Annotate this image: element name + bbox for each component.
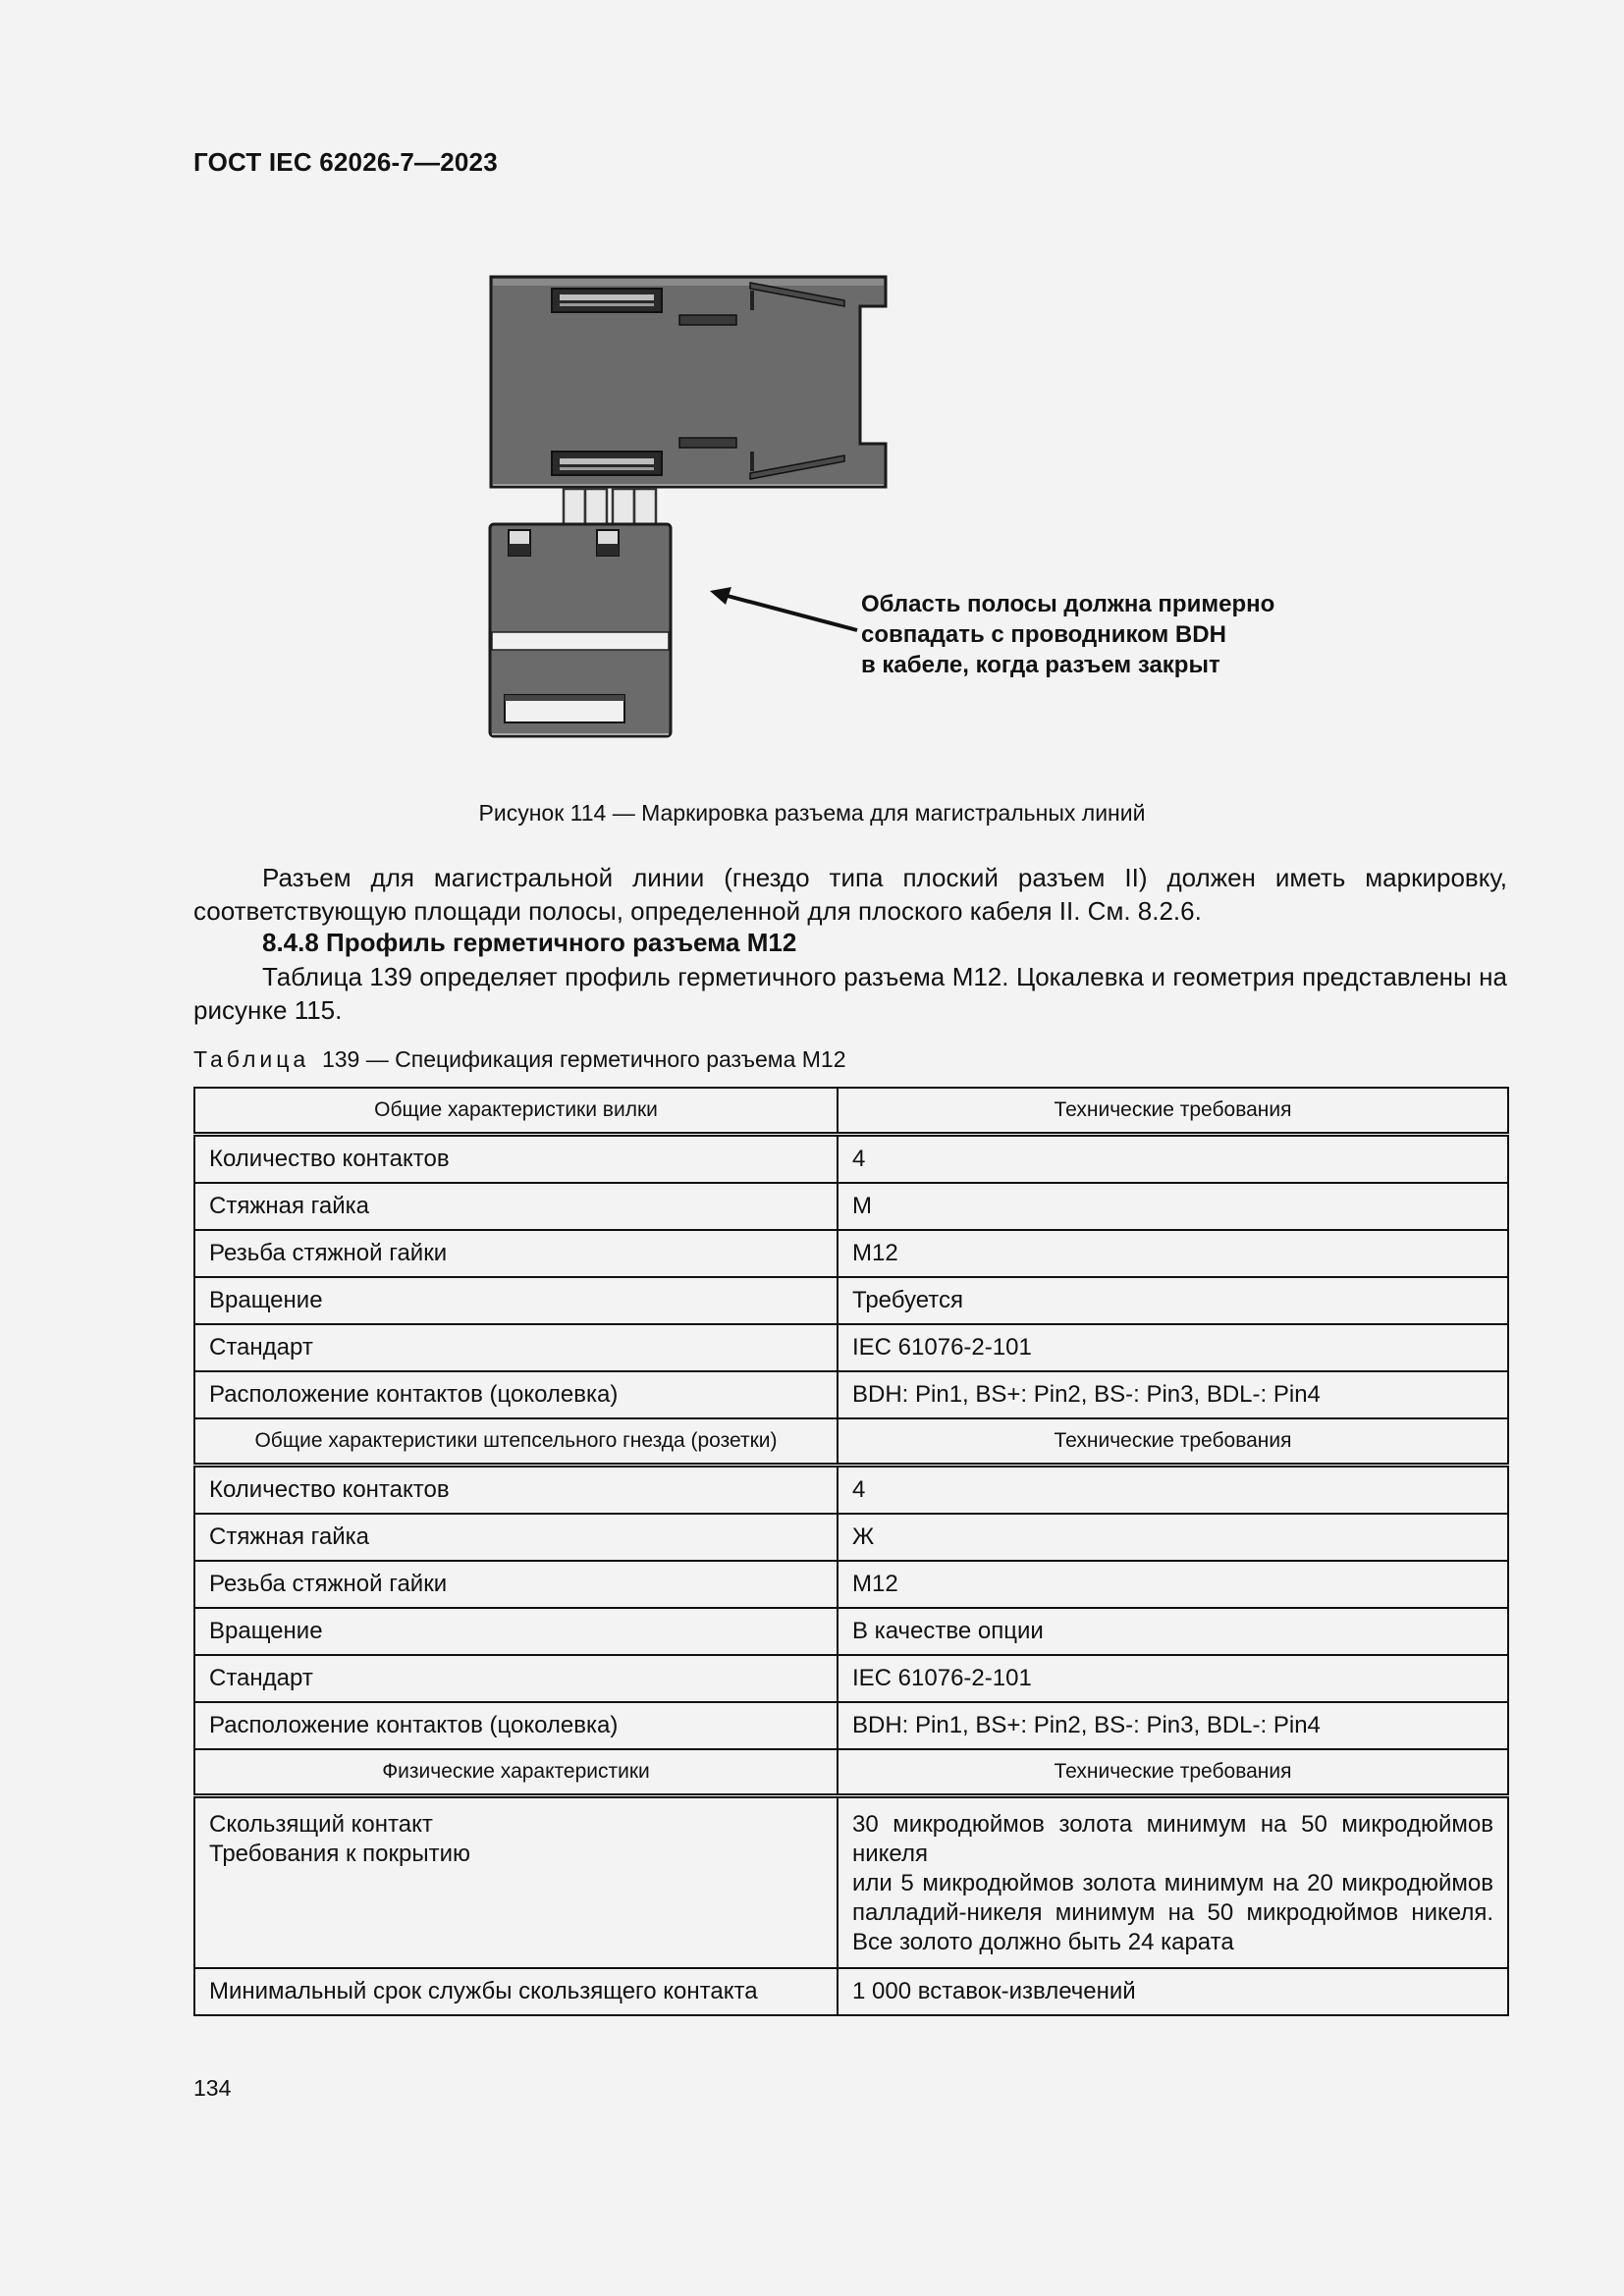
table-cell: Количество контактов [194, 1466, 838, 1515]
table-title [193, 1046, 846, 1073]
table-title-prefix: Таблица [193, 1046, 310, 1072]
document-header: ГОСТ IEC 62026-7—2023 [193, 147, 498, 177]
table-cell: IEC 61076-2-101 [838, 1324, 1508, 1371]
table-header-cell: Общие характеристики вилки [194, 1088, 838, 1135]
table-cell [838, 1796, 1508, 1969]
table-row [194, 1796, 1508, 1969]
cell-line: или 5 микродюймов золота минимум на 20 микродюймов палладий-никеля минимум на 50 микродюймов никеля. Все золото должно быть 24 карата [852, 1870, 1493, 1955]
table-cell: 1 000 вставок-извлечений [838, 1968, 1508, 2015]
table-row [194, 1655, 1508, 1702]
table-header-cell: Физические характеристики [194, 1749, 838, 1796]
table-header-cell: Технические требования [838, 1088, 1508, 1135]
table-row [194, 1514, 1508, 1561]
table-cell: 4 [838, 1135, 1508, 1184]
callout-line: в кабеле, когда разъем закрыт [861, 652, 1220, 678]
table-cell: Расположение контактов (цоколевка) [194, 1371, 838, 1418]
table-cell: Минимальный срок службы скользящего контакта [194, 1968, 838, 2015]
callout-arrow [702, 581, 859, 640]
table-row [194, 1183, 1508, 1230]
table-cell: Стяжная гайка [194, 1514, 838, 1561]
table-header-row [194, 1088, 1508, 1135]
table-row [194, 1230, 1508, 1277]
table-header-cell: Технические требования [838, 1749, 1508, 1796]
table-cell: Резьба стяжной гайки [194, 1230, 838, 1277]
table-cell: М [838, 1183, 1508, 1230]
figure-callout [861, 589, 1274, 680]
paragraph-text: Разъем для магистральной линии (гнездо типа плоский разъем II) должен иметь маркировку, соответствующую площади полосы, определенной для плоского кабеля II. См. 8.2.6. [193, 863, 1507, 926]
body-paragraph [193, 861, 1507, 928]
page-number: 134 [193, 2075, 232, 2101]
table-cell: Расположение контактов (цоколевка) [194, 1702, 838, 1749]
table-row [194, 1466, 1508, 1515]
cell-line: Требования к покрытию [209, 1841, 470, 1867]
paragraph-text: Таблица 139 определяет профиль герметичного разъема М12. Цокалевка и геометрия представлены на рисунке 115. [193, 962, 1507, 1025]
table-row [194, 1135, 1508, 1184]
table-cell: Вращение [194, 1277, 838, 1324]
table-header-cell: Общие характеристики штепсельного гнезда (розетки) [194, 1418, 838, 1466]
figure-caption: Рисунок 114 — Маркировка разъема для магистральных линий [478, 800, 1146, 826]
body-paragraph [193, 960, 1507, 1027]
table-row [194, 1702, 1508, 1749]
table-cell: М12 [838, 1561, 1508, 1608]
table-cell: Стяжная гайка [194, 1183, 838, 1230]
table-cell: Резьба стяжной гайки [194, 1561, 838, 1608]
table-cell: Стандарт [194, 1655, 838, 1702]
cell-line: 30 микродюймов золота минимум на 50 микродюймов никеля [852, 1811, 1493, 1867]
table-cell: Требуется [838, 1277, 1508, 1324]
table-cell: BDH: Pin1, BS+: Pin2, BS-: Pin3, BDL-: Pin4 [838, 1371, 1508, 1418]
connector-pins [564, 489, 656, 524]
table-cell: 4 [838, 1466, 1508, 1515]
table-cell: Количество контактов [194, 1135, 838, 1184]
table-header-row [194, 1749, 1508, 1796]
callout-line: совпадать с проводником BDH [861, 621, 1226, 648]
connector-lower-body [490, 524, 671, 736]
table-row [194, 1968, 1508, 2015]
table-title-text: 139 — Спецификация герметичного разъема М12 [321, 1046, 846, 1072]
table-cell: М12 [838, 1230, 1508, 1277]
table-row [194, 1561, 1508, 1608]
table-cell [194, 1796, 838, 1969]
table-row [194, 1277, 1508, 1324]
table-row [194, 1371, 1508, 1418]
connector-marking-figure [481, 273, 893, 744]
table-cell: В качестве опции [838, 1608, 1508, 1655]
spec-table [193, 1087, 1509, 2016]
callout-line: Область полосы должна примерно [861, 591, 1275, 617]
table-cell: Ж [838, 1514, 1508, 1561]
table-header-row [194, 1418, 1508, 1466]
cell-line: Скользящий контакт [209, 1811, 433, 1838]
table-cell: Вращение [194, 1608, 838, 1655]
table-row [194, 1608, 1508, 1655]
table-cell: Стандарт [194, 1324, 838, 1371]
table-cell: BDH: Pin1, BS+: Pin2, BS-: Pin3, BDL-: Pin4 [838, 1702, 1508, 1749]
section-heading: 8.4.8 Профиль герметичного разъема М12 [262, 928, 797, 957]
connector-upper-body [491, 277, 886, 487]
table-row [194, 1324, 1508, 1371]
table-cell: IEC 61076-2-101 [838, 1655, 1508, 1702]
table-header-cell: Технические требования [838, 1418, 1508, 1466]
